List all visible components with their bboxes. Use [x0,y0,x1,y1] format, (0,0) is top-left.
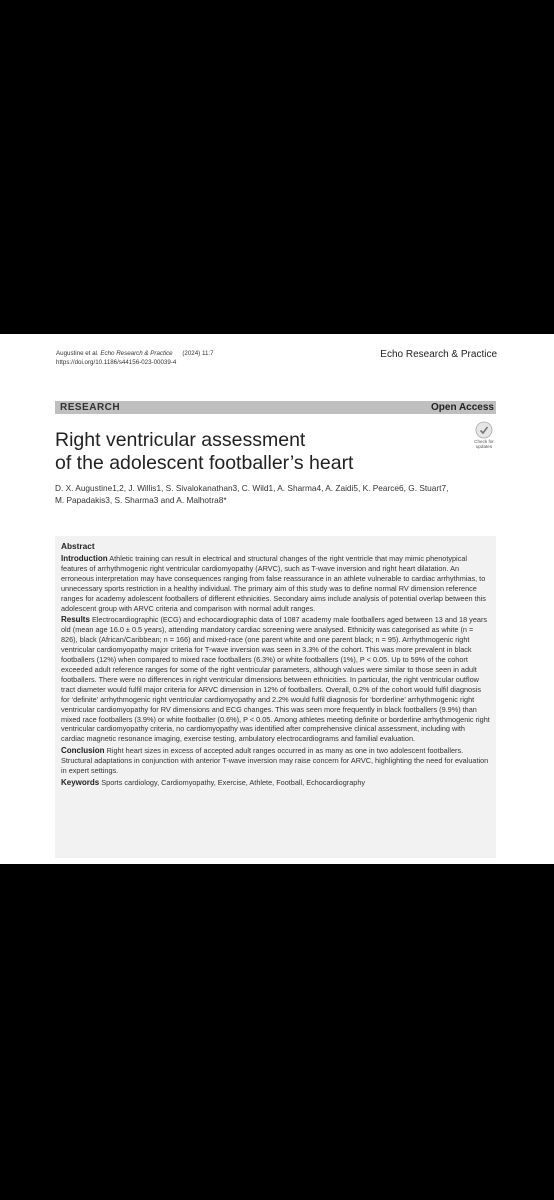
introduction-label: Introduction [61,554,108,563]
abstract-box [55,536,496,858]
keywords-paragraph [61,778,490,788]
results-label: Results [61,615,90,625]
results-text: Electrocardiographic (ECG) and echocardiographic data of 1087 academy male footballers aged between 13 and 18 years old (mean age 16.0 ± 0.5 years), attending mandatory cardiac screening were analysed. Ethnicity was categorised as white (n = 826), black (African/Caribbean; n = 166) and mixed-race (one parent white and one parent black; n = 95). Arrhythmogenic right ventricular cardiomyopathy major criteria for T-wave inversion was seen in 3.3% of the cohort. This was more prevalent in black footballers (12%) when compared to mixed race footballers (6.3%) or white footballers (1%), P < 0.05. Up to 59% of the cohort exceeded adult reference ranges for some of the right ventricular parameters, although values were similar to those seen in adult footballers. There were no differences in right ventricular dimensions between ethnicities. In particular, the right ventricular outflow tract diameter would fulfil major criteria for ARVC dimension in 12% of footballers. Overall, 0.2% of the cohort would fulfil diagnosis for ‘definite’ arrhythmogenic right ventricular cardiomyopathy and 2.2% would fulfil diagnosis for ‘borderline’ arrhythmogenic right ventricular cardiomyopathy for RV dimensions and ECG changes. This was seen more frequently in black footballers (9.9%) than mixed race footballers (3.9%) or white footballer (0.6%), P < 0.05. Among athletes meeting definite or borderline arrhythmogenic right ventricular cardiomyopathy criteria, no cardiomyopathy was identified after comprehensive clinical assessment, including with cardiac magnetic resonance imaging, exercise testing, ambulatory electrocardiograms and familial evaluation. [61,615,490,744]
title-line-1: Right ventricular assessment [55,429,306,451]
section-label: RESEARCH [60,402,121,413]
introduction-text: Athletic training can result in electrical and structural changes of the right ventricle that may mimic phenotypical features of arrhythmogenic right ventricular cardiomyopathy (ARVC), such as T-wave inversion and right heart dilatation. An erroneous interpretation may have consequences ranging from false reassurance in an athlete vulnerable to cardiac arrhythmias, to unnecessary sports restriction in a healthy individual. The primary aim of this study was to define normal RV dimension reference ranges for academy adolescent footballers of different ethnicities. Secondary aims include analysis of potential overlap between this adolescent group with ARVC criteria and comparison with normal adult ranges. [61,554,486,613]
author-list [55,482,485,506]
citation-header [56,349,214,367]
open-access-label: Open Access [431,402,494,413]
section-banner [55,401,496,414]
authors-line-2: M. Papadakis3, S. Sharma3 and A. Malhotra8* [55,495,227,505]
citation-year: (2024) 11:7 [182,350,214,357]
paper-page [0,334,554,864]
citation-journal: Echo Research & Practice [100,350,173,357]
check-for-updates-button[interactable] [470,421,498,451]
keywords-text: Sports cardiology, Cardiomyopathy, Exercise, Athlete, Football, Echocardiography [101,777,366,787]
check-for-updates-line-2: updates [475,444,493,449]
title-line-2: of the adolescent footballer’s heart [55,452,354,474]
check-for-updates-line-1: Check for [474,439,494,444]
citation-authors: Augustine et al. [56,350,99,357]
authors-line-1: D. X. Augustine1,2, J. Willis1, S. Sivalokanathan3, C. Wild1, A. Sharma4, A. Zaidi5, K. Pearce6, G. Stuart7, [55,483,449,493]
doi-link[interactable]: https://doi.org/10.1186/s44156-023-00039-4 [56,359,177,366]
article-title [55,429,455,475]
conclusion-text: Right heart sizes in excess of accepted adult ranges occurred in as many as one in two adolescent footballers. Structural adaptations in conjunction with anterior T-wave inversion may raise concern for ARVC, highlighting the need for evaluation in expert settings. [61,746,489,776]
conclusion-paragraph [61,746,490,776]
conclusion-label: Conclusion [61,746,105,756]
keywords-label: Keywords [61,777,100,787]
abstract-heading: Abstract [61,541,95,551]
results-paragraph [61,615,490,744]
journal-name: Echo Research & Practice [380,349,497,360]
check-for-updates-icon [475,421,493,439]
introduction-paragraph [61,554,490,613]
